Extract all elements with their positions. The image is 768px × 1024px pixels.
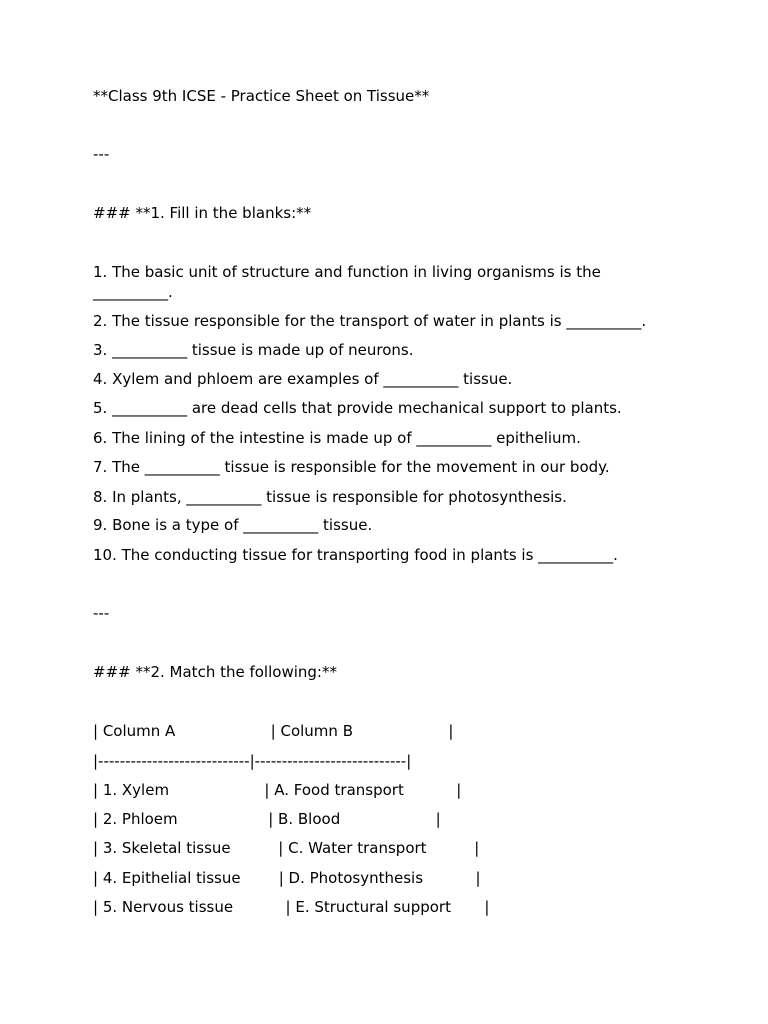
fill-blank-item: 1. The basic unit of structure and function in living organisms is the __________. <box>93 263 601 301</box>
fill-blank-item: 7. The __________ tissue is responsible for the movement in our body. <box>93 458 610 476</box>
fill-blank-item: 3. __________ tissue is made up of neurons. <box>93 341 414 359</box>
page-title: **Class 9th ICSE - Practice Sheet on Tissue** <box>93 87 430 105</box>
match-table-row: | 4. Epithelial tissue | D. Photosynthesis | <box>93 869 481 887</box>
fill-blank-item: 10. The conducting tissue for transporting food in plants is __________. <box>93 546 618 564</box>
section-heading-match: ### **2. Match the following:** <box>93 663 337 681</box>
fill-blank-item: 2. The tissue responsible for the transport of water in plants is __________. <box>93 312 647 330</box>
fill-blank-item: 8. In plants, __________ tissue is responsible for photosynthesis. <box>93 488 567 506</box>
fill-blank-item: 5. __________ are dead cells that provide mechanical support to plants. <box>93 399 622 417</box>
separator: --- <box>93 604 110 622</box>
fill-blank-item: 9. Bone is a type of __________ tissue. <box>93 516 373 534</box>
match-table-row: | 2. Phloem | B. Blood | <box>93 810 441 828</box>
match-table-row: | 5. Nervous tissue | E. Structural support | <box>93 898 490 916</box>
fill-blank-item: 6. The lining of the intestine is made up of __________ epithelium. <box>93 429 581 447</box>
match-table-divider: |----------------------------|----------------------------| <box>93 752 412 770</box>
fill-blank-item: 4. Xylem and phloem are examples of __________ tissue. <box>93 370 513 388</box>
match-table-header: | Column A | Column B | <box>93 722 454 740</box>
match-table-row: | 1. Xylem | A. Food transport | <box>93 781 462 799</box>
separator: --- <box>93 145 110 163</box>
match-table-row: | 3. Skeletal tissue | C. Water transport | <box>93 839 480 857</box>
section-heading-fill-blanks: ### **1. Fill in the blanks:** <box>93 204 312 222</box>
